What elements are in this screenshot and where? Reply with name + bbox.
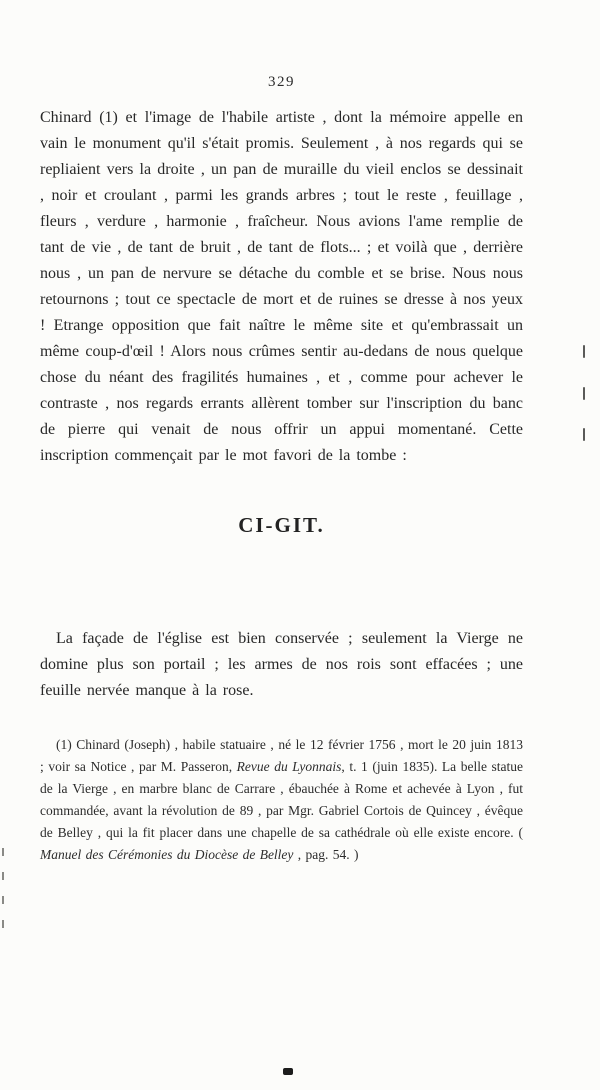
scan-artifact-right-2	[583, 387, 585, 400]
scan-artifact-right-1	[583, 345, 585, 358]
footnote: (1) Chinard (Joseph) , habile statuaire , né le 12 février 1756 , mort le 20 juin 1813 ; voir sa Notice , par M. Passeron, Revue du Lyonnais, t. 1 (juin 1835). La belle statue de la Vierge , en marbre blanc de Carrare , ébauchée à Rome et achevée à Lyon , fut commandée, avant la révolution de 89 , par Mgr. Gabriel Cortois de Quincey , évêque de Belley , qui la fit placer dans une chapelle de sa cathédrale où elle existe encore. ( Manuel des Cérémonies du Diocèse de Belley , pag. 54. )	[40, 737, 523, 862]
scan-artifact-left-3	[2, 896, 4, 904]
scan-artifact-left-4	[2, 920, 4, 928]
scan-artifact-right-3	[583, 428, 585, 441]
second-paragraph: La façade de l'église est bien conservée ; seulement la Vierge ne domine plus son portail ; les armes de nos rois sont effacées ; une feuille nervée manque à la rose.	[40, 630, 523, 699]
page-number: 329	[268, 74, 295, 90]
inscription-heading: CI-GIT.	[238, 513, 325, 537]
scan-artifact-left-2	[2, 872, 4, 880]
main-paragraph: Chinard (1) et l'image de l'habile artiste , dont la mémoire appelle en vain le monument qu'il s'était promis. Seulement , à nos regards qui se repliaient vers la droite , un pan de muraille du vieil enclos se dessinait , noir et croulant , parmi les grands arbres ; tout le reste , feuillage , fleurs , verdure , harmonie , fraîcheur. Nous avions l'ame remplie de tant de vie , de tant de bruit , de tant de flots... ; et voilà que , derrière nous , un pan de nervure se détache du comble et se brise. Nous nous retournons ; tout ce spectacle de mort et de ruines se dresse à nos yeux ! Etrange opposition que fait naître le même site et qu'embrassait un même coup-d'œil ! Alors nous crûmes sentir au-dedans de nous quelque chose du néant des fragilités humaines , et , comme pour achever le contraste , nos regards errants allèrent tomber sur l'inscription du banc de pierre qui venait de nous offrir un appui momentané. Cette inscription commençait par le mot favori de la tombe :	[40, 109, 523, 464]
scan-artifact-left-1	[2, 848, 4, 856]
scan-artifact-bottom-speck	[283, 1068, 293, 1075]
